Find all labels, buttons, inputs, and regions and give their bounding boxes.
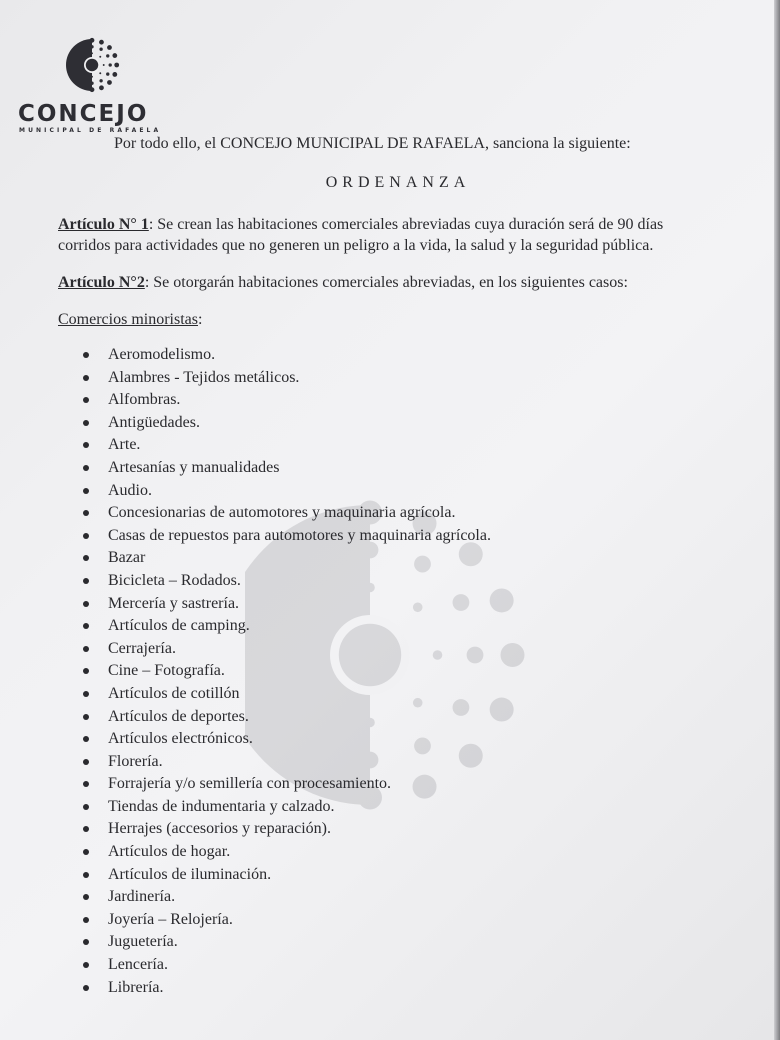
list-item-text: Librería. xyxy=(108,978,164,996)
section-title xyxy=(58,309,718,330)
bullet-icon xyxy=(83,781,89,787)
list-item xyxy=(58,570,718,593)
bullet-icon xyxy=(83,465,89,471)
bullet-icon xyxy=(83,442,89,448)
emblem-dot xyxy=(99,79,102,82)
list-item-text: Aeromodelismo. xyxy=(108,346,216,363)
list-item xyxy=(58,773,718,796)
bullet-icon xyxy=(83,917,89,923)
ordinance-heading: ORDENANZA xyxy=(325,174,471,191)
list-item-text: Artículos de camping. xyxy=(108,617,250,635)
list-item-text: Cerrajería. xyxy=(108,639,176,657)
list-item-text: Arte. xyxy=(108,436,141,454)
intro-paragraph: Por todo ello, el CONCEJO MUNICIPAL DE RAFAELA, sanciona la siguiente: xyxy=(114,135,631,152)
list-item xyxy=(58,660,718,683)
emblem-dot xyxy=(91,76,93,78)
list-item xyxy=(58,389,718,412)
bullet-icon xyxy=(83,397,89,403)
emblem-dot xyxy=(107,45,112,50)
list-item-text: Bazar xyxy=(108,549,146,567)
list-item-text: Mercería y sastrería. xyxy=(108,594,240,612)
list-item xyxy=(58,683,718,706)
bullet-icon xyxy=(83,872,89,878)
list-item xyxy=(58,841,718,864)
emblem-dot xyxy=(114,63,119,68)
list-item-text: Joyería – Relojería. xyxy=(108,910,233,928)
section-title-colon: : xyxy=(197,311,203,328)
emblem-dot xyxy=(103,64,105,66)
emblem-dot xyxy=(99,40,104,45)
bullet-icon xyxy=(83,736,89,742)
list-item-text: Florería. xyxy=(108,752,163,770)
list-item xyxy=(58,796,718,819)
list-item-text: Audio. xyxy=(108,481,152,499)
bullet-icon xyxy=(83,894,89,900)
list-item xyxy=(58,864,718,887)
list-item xyxy=(58,706,718,729)
list-item xyxy=(58,818,718,841)
list-item-text: Concesionarias de automotores y maquinaria agrícola. xyxy=(108,504,456,522)
list-item xyxy=(58,480,718,503)
list-item-text: Forrajería y/o semillería con procesamiento. xyxy=(108,775,392,793)
list-item-text: Jardinería. xyxy=(108,888,176,906)
article-2-text: : Se otorgarán habitaciones comerciales abreviadas, en los siguientes casos: xyxy=(144,274,628,291)
list-item-text: Artículos de deportes. xyxy=(108,707,249,725)
letterhead-logo xyxy=(18,36,168,136)
emblem-dot xyxy=(107,80,112,85)
bullet-icon xyxy=(83,939,89,945)
list-item-text: Artículos de iluminación. xyxy=(108,865,272,883)
bullet-icon xyxy=(83,804,89,810)
bullet-icon xyxy=(83,510,89,516)
bullet-icon xyxy=(83,646,89,652)
bullet-icon xyxy=(83,714,89,720)
emblem-dot xyxy=(99,56,101,58)
bullet-icon xyxy=(83,352,89,358)
list-item-text: Alambres - Tejidos metálicos. xyxy=(108,368,300,386)
list-item xyxy=(58,638,718,661)
retail-list xyxy=(58,344,718,999)
emblem-dot xyxy=(106,72,109,75)
emblem-core xyxy=(86,59,98,71)
list-item xyxy=(58,367,718,390)
emblem-dot xyxy=(91,52,93,54)
letterhead-name: CONCEJO xyxy=(18,101,149,127)
bullet-icon xyxy=(83,375,89,381)
emblem-dot xyxy=(99,48,102,51)
list-item xyxy=(58,751,718,774)
list-item xyxy=(58,615,718,638)
article-2-label: Artículo N°2 xyxy=(58,274,145,291)
bullet-icon xyxy=(83,488,89,494)
bullet-icon xyxy=(83,691,89,697)
article-1-label: Artículo N° 1 xyxy=(58,216,149,233)
list-item xyxy=(58,728,718,751)
emblem-dot xyxy=(99,72,101,74)
list-item xyxy=(58,954,718,977)
bullet-icon xyxy=(83,759,89,765)
article-1-text: : Se crean las habitaciones comerciales abreviadas cuya duración será de 90 días corridos para actividades que no generen un peligro a la vida, la salud y la seguridad pública. xyxy=(58,216,664,254)
article-1 xyxy=(58,214,718,256)
bullet-icon xyxy=(83,533,89,539)
emblem-dot xyxy=(112,72,117,77)
emblem-dot xyxy=(90,45,93,48)
list-item xyxy=(58,502,718,525)
bullet-icon xyxy=(83,668,89,674)
bullet-icon xyxy=(83,601,89,607)
emblem-dot xyxy=(90,38,95,43)
bullet-icon xyxy=(83,826,89,832)
emblem-dot xyxy=(112,53,117,58)
concejo-emblem-icon xyxy=(64,36,124,96)
list-item-text: Cine – Fotografía. xyxy=(108,662,225,680)
list-item xyxy=(58,593,718,616)
emblem-dot xyxy=(109,63,112,66)
emblem-dot xyxy=(106,54,109,57)
article-2 xyxy=(58,272,718,293)
list-item xyxy=(58,525,718,548)
list-item xyxy=(58,931,718,954)
list-item-text: Artículos de hogar. xyxy=(108,843,231,861)
emblem-dot xyxy=(90,87,95,92)
list-item-text: Artesanías y manualidades xyxy=(108,458,280,476)
list-item-text: Antigüedades. xyxy=(108,413,200,431)
section-title-text: Comercios minoristas xyxy=(58,311,198,328)
emblem-dot xyxy=(99,85,104,90)
list-item-text: Artículos de cotillón xyxy=(108,684,240,702)
list-item xyxy=(58,457,718,480)
emblem-dot xyxy=(90,82,93,85)
list-item-text: Artículos electrónicos. xyxy=(108,730,253,748)
bullet-icon xyxy=(83,849,89,855)
list-item xyxy=(58,886,718,909)
bullet-icon xyxy=(83,623,89,629)
list-item xyxy=(58,909,718,932)
list-item xyxy=(58,434,718,457)
bullet-icon xyxy=(83,962,89,968)
bullet-icon xyxy=(83,985,89,991)
list-item xyxy=(58,344,718,367)
list-item-text: Tiendas de indumentaria y calzado. xyxy=(108,797,335,815)
list-item xyxy=(58,977,718,1000)
bullet-icon xyxy=(83,578,89,584)
list-item xyxy=(58,547,718,570)
list-item-text: Alfombras. xyxy=(108,391,181,409)
list-item-text: Lencería. xyxy=(108,956,168,974)
bullet-icon xyxy=(83,555,89,561)
document-body xyxy=(58,133,718,999)
list-item-text: Bicicleta – Rodados. xyxy=(108,571,241,589)
page-edge-shadow xyxy=(774,0,780,1040)
list-item xyxy=(58,412,718,435)
list-item-text: Herrajes (accesorios y reparación). xyxy=(108,820,331,838)
bullet-icon xyxy=(83,420,89,426)
list-item-text: Juguetería. xyxy=(108,933,178,951)
letterhead-subtitle: MUNICIPAL DE RAFAELA xyxy=(19,127,162,134)
list-item-text: Casas de repuestos para automotores y maquinaria agrícola. xyxy=(108,526,491,544)
